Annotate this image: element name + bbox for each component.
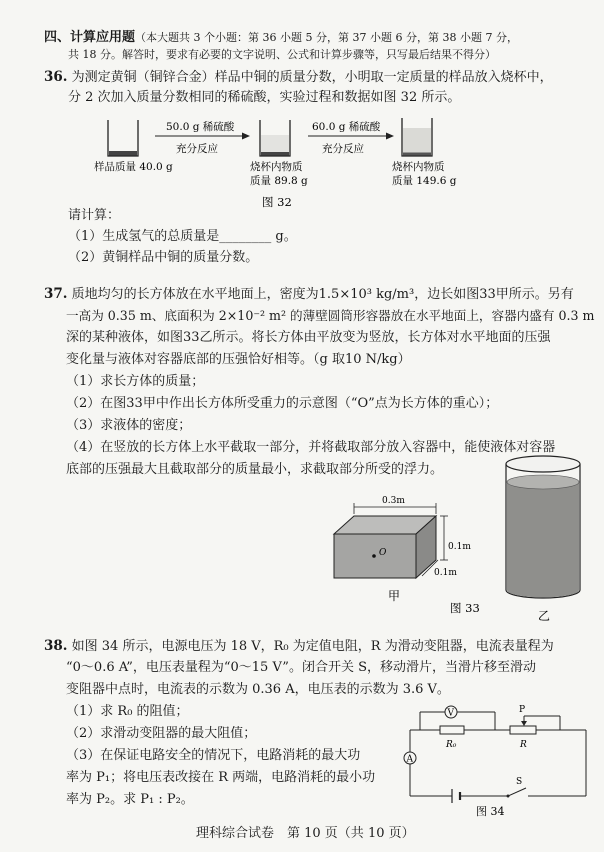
q36-text-1: 为测定黄铜（铜锌合金）样品中铜的质量分数，小明取一定质量的样品放入烧杯中，: [71, 70, 553, 85]
dim-height: 0.1m: [448, 542, 471, 552]
beaker-1: [108, 120, 138, 156]
section-heading-line: [44, 30, 518, 46]
q37-line-1: [44, 286, 574, 303]
dim-depth: 0.1m: [434, 568, 457, 578]
q38-sub-3a: （3）在保证电路安全的情况下，电路消耗的最大功: [66, 748, 361, 763]
beaker-3: [402, 118, 432, 156]
arrow-1-top: 50.0 g 稀硫酸: [166, 121, 235, 133]
beaker-2: [260, 120, 290, 156]
q38-text-1: 如图 34 所示，电源电压为 18 V，R₀ 为定值电阻，R 为滑动变阻器，电流表量程为: [71, 639, 554, 654]
center-label: O: [379, 548, 387, 558]
figure-32-caption: 图 32: [262, 195, 292, 209]
q36-ask: 请计算：: [68, 208, 121, 223]
beaker-2-label-1: 烧杯内物质: [250, 161, 303, 173]
cylinder-container: [506, 456, 580, 598]
q36-number: 36.: [44, 69, 68, 85]
figure-32: [80, 108, 480, 226]
ammeter-label: A: [406, 754, 413, 765]
q36-sub-1: （1）生成氢气的总质量是________ g。: [68, 229, 297, 244]
r0-label: R₀: [446, 740, 457, 750]
q38-number: 38.: [44, 638, 68, 654]
resistor-r0: [440, 726, 464, 734]
q36-sub-2: （2）黄铜样品中铜的质量分数。: [68, 250, 259, 265]
q38-sub-3c: 率为 P₂。求 P₁ : P₂。: [66, 792, 194, 807]
q36-text-2: 分 2 次加入质量分数相同的稀硫酸，实验过程和数据如图 32 所示。: [68, 90, 461, 105]
q38-text-2: “0～0.6 A”，电压表量程为“0～15 V”。闭合开关 S，移动滑片，当滑片移至滑动: [66, 660, 536, 675]
q38-sub-3b: 率为 P₁；将电压表改接在 R 两端，电路消耗的最小功: [66, 770, 376, 785]
r-label: R: [520, 740, 527, 750]
q38-line-1: [44, 638, 554, 655]
q37-number: 37.: [44, 286, 68, 302]
q37-text-1: 质地均匀的长方体放在水平地面上，密度为1.5×10³ kg/m³，边长如图33甲所示。另有: [71, 287, 574, 302]
section-note-1: （本大题共 3 个小题：第 36 小题 5 分，第 37 小题 6 分，第 38 小题 7 分，: [135, 31, 518, 44]
switch-label: S: [516, 777, 523, 787]
q37-text-2: 一高为 0.35 m、底面积为 2×10⁻² m² 的薄壁圆筒形容器放在水平地面上，容器内盛有 0.3 m: [66, 308, 595, 323]
q38-sub-1: （1）求 R₀ 的阻值；: [66, 704, 189, 719]
q38-sub-2: （2）求滑动变阻器的最大阻值；: [66, 726, 257, 741]
q37-sub-4b: 底部的压强最大且截取部分的质量最小，求截取部分所受的浮力。: [66, 462, 444, 477]
dim-length: 0.3m: [382, 496, 405, 506]
figure-34-caption: 图 34: [476, 805, 505, 818]
page-footer: 理科综合试卷 第 10 页（共 10 页）: [196, 826, 415, 841]
figure-33-caption: 图 33: [450, 601, 480, 615]
q37-text-4: 变化量与液体对容器底部的压强恰好相等。（g 取10 N/kg）: [66, 352, 411, 367]
slider-label: P: [519, 705, 526, 715]
label-yi: 乙: [538, 609, 551, 623]
figure-33: [326, 452, 596, 624]
q37-sub-1: （1）求长方体的质量；: [66, 374, 205, 389]
voltmeter-label: V: [447, 708, 454, 719]
q38-text-3: 变阻器中点时，电流表的示数为 0.36 A，电压表的示数为 3.6 V。: [66, 682, 450, 697]
q37-sub-4a: （4）在竖放的长方体上水平截取一部分，并将截取部分放入容器中，能使液体对容器: [66, 440, 556, 455]
rheostat-r: [510, 726, 536, 734]
beaker-3-label-1: 烧杯内物质: [392, 161, 445, 173]
figure-34: [400, 700, 598, 818]
q37-text-3: 深的某种液体，如图33乙所示。将长方体由平放变为竖放，长方体对水平地面的压强: [66, 330, 551, 345]
q37-sub-2: （2）在图33甲中作出长方体所受重力的示意图（“O”点为长方体的重心）；: [66, 396, 499, 411]
q36-line-1: [44, 69, 553, 86]
section-note-2: 共 18 分。解答时，要求有必要的文字说明、公式和计算步骤等，只写最后结果不得分）: [68, 48, 496, 61]
beaker-3-label-2: 质量 149.6 g: [392, 175, 457, 187]
q37-sub-3: （3）求液体的密度；: [66, 418, 192, 433]
arrow-2-bottom: 充分反应: [322, 143, 364, 155]
center-of-gravity-dot: [372, 554, 376, 558]
arrow-2-top: 60.0 g 稀硫酸: [312, 121, 381, 133]
cuboid: [334, 516, 436, 578]
label-jia: 甲: [388, 589, 401, 603]
section-heading: 四、计算应用题: [44, 30, 136, 45]
arrow-1-bottom: 充分反应: [176, 143, 218, 155]
beaker-2-label-2: 质量 89.8 g: [250, 175, 308, 187]
switch: [507, 795, 510, 798]
beaker-1-label: 样品质量 40.0 g: [94, 161, 173, 173]
